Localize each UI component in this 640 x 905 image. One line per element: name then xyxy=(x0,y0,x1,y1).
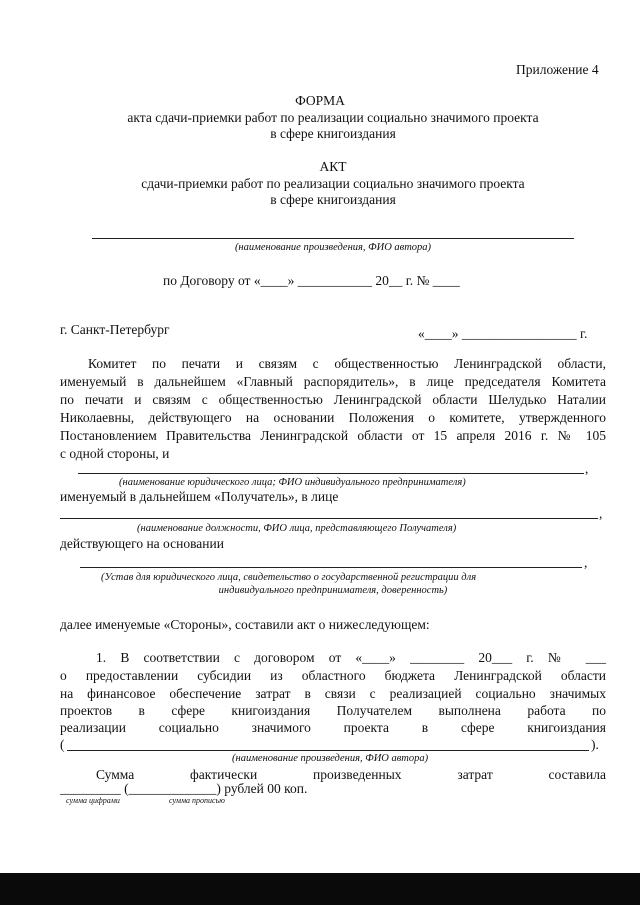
position-fill-line xyxy=(60,518,598,519)
sum-value-line: _________ (_____________) рублей 00 коп. xyxy=(60,781,308,796)
item-1-line: на финансовое обеспечение затрат в связи с реализацией социально значимых xyxy=(60,686,606,701)
basis-fill-line xyxy=(80,567,582,568)
act-subtitle-line-1: сдачи-приемки работ по реализации социально значимого проекта xyxy=(141,176,525,191)
parties-summary-line: далее именуемые «Стороны», составили акт о нижеследующем: xyxy=(60,617,430,632)
work-author-hint: (наименование произведения, ФИО автора) xyxy=(234,242,432,253)
parties-paragraph-line: Постановлением Правительства Ленинградской области от 15 апреля 2016 г. № 105 xyxy=(60,428,606,443)
legal-entity-fill-line xyxy=(78,473,584,474)
act-title: АКТ xyxy=(319,159,347,174)
project-fill-line xyxy=(67,750,589,751)
item-1-line: 1. В соответствии с договором от «____» ________ 20___ г. № ___ xyxy=(96,650,606,665)
open-paren: ( xyxy=(60,737,65,752)
parties-paragraph-line: по печати и связям с общественностью Ленинградской области Шелудько Наталии xyxy=(60,392,606,407)
act-subtitle-line-2: в сфере книгоиздания xyxy=(270,192,396,207)
sum-line: Сумма фактически произведенных затрат составила xyxy=(96,767,606,782)
basis-hint-line-1: (Устав для юридического лица, свидетельство о государственной регистрации для xyxy=(101,572,477,583)
close-paren: ). xyxy=(591,737,599,752)
legal-entity-hint: (наименование юридического лица; ФИО индивидуального предпринимателя) xyxy=(119,477,466,488)
form-title: ФОРМА xyxy=(295,93,345,108)
comma: , xyxy=(584,555,588,570)
contract-reference: по Договору от «____» ___________ 20__ г. № ____ xyxy=(163,273,460,288)
work-author-fill-line xyxy=(92,238,574,239)
position-hint: (наименование должности, ФИО лица, представляющего Получателя) xyxy=(137,523,457,534)
sum-words-hint: сумма прописью xyxy=(169,796,225,805)
form-subtitle-line-2: в сфере книгоиздания xyxy=(270,126,396,141)
item-1-line: о предоставлении субсидии из областного бюджета Ленинградской области xyxy=(60,668,606,683)
act-date-line: «____» _________________ г. xyxy=(418,326,588,341)
recipient-named-line: именуемый в дальнейшем «Получатель», в лице xyxy=(60,489,339,504)
parties-paragraph-line: с одной стороны, и xyxy=(60,446,170,461)
appendix-label: Приложение 4 xyxy=(516,62,599,77)
form-subtitle-line-1: акта сдачи-приемки работ по реализации социально значимого проекта xyxy=(127,110,539,125)
city-label: г. Санкт-Петербург xyxy=(60,322,170,337)
comma: , xyxy=(585,461,589,476)
project-hint: (наименование произведения, ФИО автора) xyxy=(232,753,429,764)
sum-digits-hint: сумма цифрами xyxy=(66,796,120,805)
basis-hint-line-2: индивидуального предпринимателя, доверенность) xyxy=(218,585,448,596)
acting-basis-label: действующего на основании xyxy=(60,536,224,551)
item-1-line: реализации социально значимого проекта в сфере книгоиздания xyxy=(60,720,606,735)
parties-paragraph-line: именуемый в дальнейшем «Главный распорядитель», в лице председателя Комитета xyxy=(60,374,606,389)
comma: , xyxy=(599,506,603,521)
scan-bottom-edge xyxy=(0,873,640,905)
parties-paragraph-line: Комитет по печати и связям с общественностью Ленинградской области, xyxy=(88,356,606,371)
parties-paragraph-line: Николаевны, действующего на основании Положения о комитете, утвержденного xyxy=(60,410,606,425)
item-1-line: проектов в сфере книгоиздания Получателем выполнена работа по xyxy=(60,703,606,718)
